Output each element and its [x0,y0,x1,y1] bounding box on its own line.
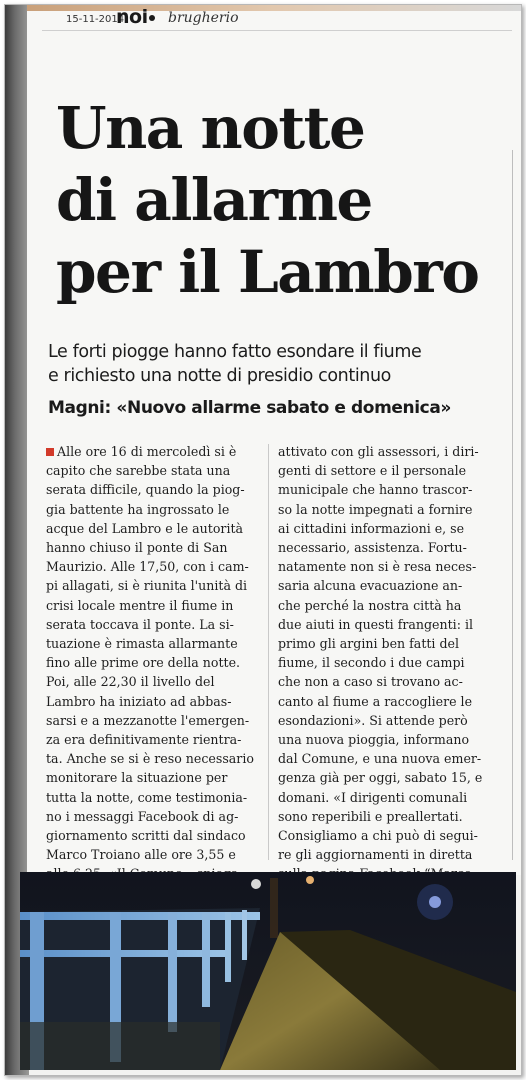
article-text-line [46,634,260,653]
article-text: saria alcuna evacuazione an- [278,578,463,594]
article-text: za era definitivamente rientra- [46,732,242,748]
logo-dot-icon [149,15,155,21]
article-text-line [46,596,260,615]
article-text-line [278,749,504,768]
article-text-line [46,807,260,826]
headline-line: di allarme [56,166,372,234]
headline-line: Una notte [56,94,365,162]
article-text-line [278,480,504,499]
newspaper-logo [116,6,155,28]
article-text-line [46,730,260,749]
article-column-right [278,442,504,903]
article-text-line [278,768,504,787]
article-text-line [278,596,504,615]
article-text: giornamento scritti dal sindaco [46,828,246,844]
article-text: Marco Troiano alle ore 3,55 e [46,847,236,863]
article-text: Alle ore 16 di mercoledì si è [57,444,237,459]
article-text-line [46,826,260,845]
article-text: che non a caso si trovano ac- [278,674,463,690]
article-text: genti di settore e il personale [278,463,467,479]
article-text-line [278,788,504,807]
article-text-line [46,788,260,807]
article-text: crisi locale mentre il fiume in [46,597,234,613]
article-text-line [46,576,260,595]
article-text-line [46,442,260,461]
article-text: serata difficile, quando la piog- [46,482,245,498]
article-text: acque del Lambro e le autorità [46,520,244,536]
article-text: sono reperibili e preallertati. [278,808,463,824]
article-text: gia battente ha ingrossato le [46,501,230,517]
paragraph-marker-icon [46,448,54,456]
article-text: necessario, assistenza. Fortu- [278,540,467,556]
article-text: ta. Anche se si è reso necessario [46,751,254,767]
logo-subtitle: brugherio [168,10,239,26]
article-text: fino alle prime ore della notte. [46,655,241,671]
article-text-line [278,826,504,845]
subhead-line: Le forti piogge hanno fatto esondare il fiume [48,342,422,362]
article-text-line [278,845,504,864]
article-text-line [46,461,260,480]
article-text-line [278,538,504,557]
article-text: so la notte impegnati a fornire [278,501,473,517]
article-text-line [46,500,260,519]
article-text-line [278,519,504,538]
page-header [42,8,512,31]
article-text-line [46,557,260,576]
article-headline [56,92,506,308]
article-text: che perché la nostra città ha [278,597,462,613]
article-text-line [46,845,260,864]
article-text: genza già per oggi, sabato 15, e [278,770,483,786]
article-text-line [46,768,260,787]
article-text: municipale che hanno trascor- [278,482,473,498]
article-text: re gli aggiornamenti in diretta [278,847,473,863]
article-text-line [46,538,260,557]
article-subheadline [48,340,508,388]
article-text: primo gli argini ben fatti del [278,636,460,652]
logo-text: noi [116,6,148,28]
article-text-line [278,672,504,691]
flooded-riverbank-night-photo [20,872,516,1070]
article-text: Poi, alle 22,30 il livello del [46,674,215,690]
article-text-line [46,749,260,768]
article-text: una nuova pioggia, informano [278,732,470,748]
article-text-line [278,634,504,653]
article-text: sarsi e a mezzanotte l'emergen- [46,712,250,728]
article-text: attivato con gli assessori, i diri- [278,444,479,459]
article-text-line [278,461,504,480]
article-text: tutta la notte, come testimonia- [46,789,248,805]
article-text: dal Comune, e una nuova emer- [278,751,482,767]
article-text-line [46,519,260,538]
article-text: hanno chiuso il ponte di San [46,540,228,556]
article-text: tuazione è rimasta allarmante [46,636,238,652]
article-column-left [46,442,260,903]
article-text: monitorare la situazione per [46,770,228,786]
article-text: ai cittadini informazioni e, se [278,520,465,536]
article-text-line [278,653,504,672]
article-quote: Magni: «Nuovo allarme sabato e domenica» [48,398,451,418]
headline-line: per il Lambro [56,238,479,306]
article-text-line [46,711,260,730]
article-text-line [46,692,260,711]
article-text-line [46,672,260,691]
article-text: Maurizio. Alle 17,50, con i cam- [46,559,249,575]
article-text: domani. «I dirigenti comunali [278,789,468,805]
article-text-line [278,576,504,595]
article-text: Consigliamo a chi può di segui- [278,828,478,844]
issue-date: 15-11-2014 [66,14,125,25]
article-text-line [46,615,260,634]
photo-drawing [20,872,516,1070]
article-text-line [278,730,504,749]
article-text-line [278,442,504,461]
article-text: serata toccava il ponte. La si- [46,616,234,632]
article-text: esondazioni». Si attende però [278,712,468,728]
article-text: Lambro ha iniziato ad abbas- [46,693,232,709]
article-text-line [46,653,260,672]
article-text-line [46,480,260,499]
article-text: pi allagati, si è riunita l'unità di [46,578,248,594]
article-text-line [278,557,504,576]
subhead-line: e richiesto una notte di presidio continuo [48,366,391,386]
article-text-line [278,711,504,730]
column-divider [268,444,269,860]
article-text: natamente non si è resa neces- [278,559,477,575]
article-text-line [278,692,504,711]
right-margin-rule [512,150,513,860]
article-text-line [278,500,504,519]
article-text-line [278,807,504,826]
article-text-line [278,615,504,634]
article-text: capito che sarebbe stata una [46,463,231,479]
article-text: fiume, il secondo i due campi [278,655,465,671]
article-text: canto al fiume a raccogliere le [278,693,473,709]
article-text: no i messaggi Facebook di ag- [46,808,239,824]
article-text: due aiuti in questi frangenti: il [278,616,474,632]
